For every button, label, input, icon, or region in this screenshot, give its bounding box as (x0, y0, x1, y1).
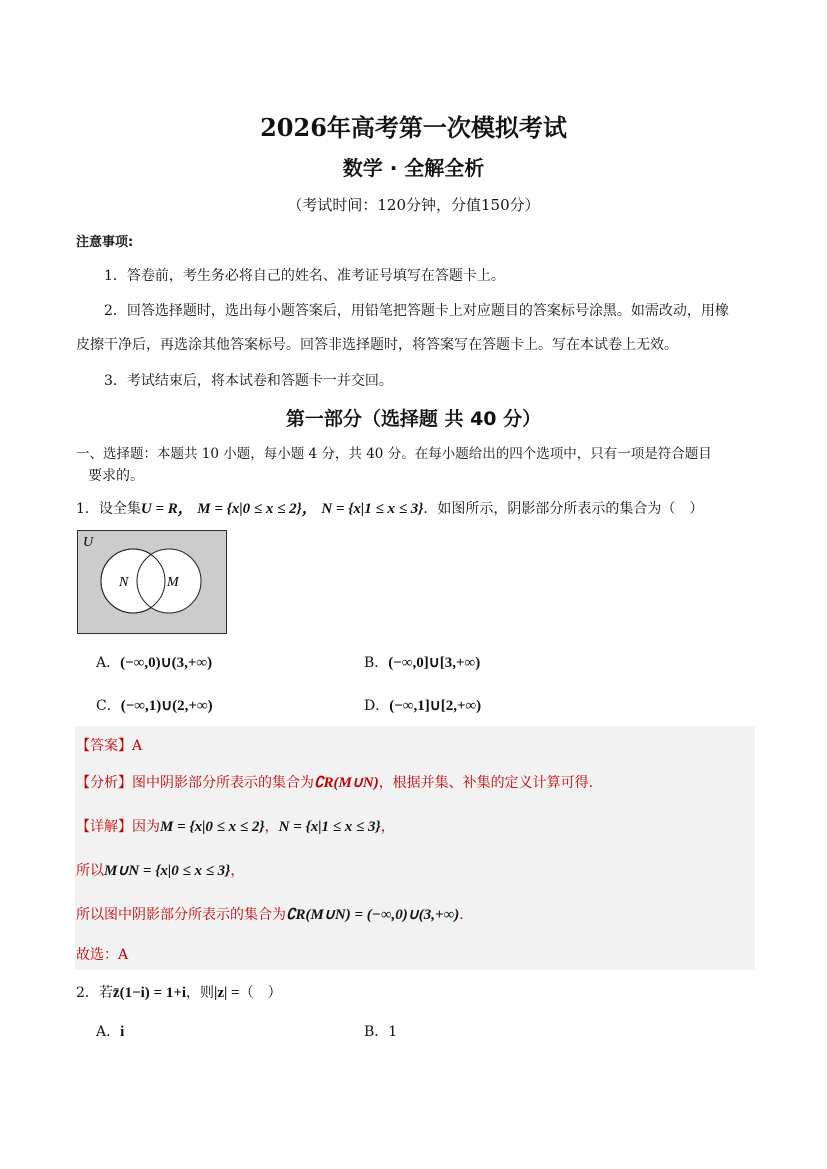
venn-set-n-label: N (119, 575, 129, 590)
solution-detail-line-2 (76, 860, 244, 880)
line3-pre: 所以图中阴影部分所表示的集合为 (76, 907, 286, 923)
notice-item-2-line-2: 皮擦干净后，再选涂其他答案标号。回答非选择题时，将答案写在答题卡上。写在本试卷上无效。 (76, 337, 678, 353)
part-intro-line-2: 要求的。 (88, 468, 144, 484)
q1-m-def: M = {x|0 ≤ x ≤ 2}， (197, 501, 317, 517)
answer-tag: 【答案】 (76, 738, 132, 754)
q2-option-a[interactable] (96, 1021, 124, 1041)
q2-option-b-value: 1 (388, 1024, 398, 1040)
q1-n-def: N = {x|1 ≤ x ≤ 3} (321, 501, 424, 517)
analysis-post: ，根据并集、补集的定义计算可得. (378, 775, 594, 791)
venn-diagram (77, 530, 227, 634)
q2-abs: |z| = (214, 985, 240, 1001)
q1-option-c[interactable] (96, 695, 213, 715)
page-title: 2026年高考第一次模拟考试 (260, 113, 567, 142)
option-c-value: (−∞,1)∪(2,+∞) (120, 698, 213, 714)
line2-pre: 所以 (76, 863, 104, 879)
q2-option-a-value: i (120, 1024, 125, 1040)
venn-set-m-label: M (167, 575, 179, 590)
option-c-label: C． (96, 698, 121, 714)
option-b-value: (−∞,0]∪[3,+∞) (388, 655, 481, 671)
question-2-number: 2．若 (76, 985, 113, 1001)
question-1-number: 1．设全集 (76, 501, 141, 517)
line3-math: ∁R(M∪N) = (−∞,0)∪(3,+∞) (286, 907, 460, 923)
detail-n-set: N = {x|1 ≤ x ≤ 3} (278, 819, 381, 835)
detail-end: ， (380, 819, 395, 835)
question-1-stem (76, 497, 703, 518)
line2-end: ， (230, 863, 245, 879)
q1-stem-tail: ．如图所示，阴影部分所表示的集合为（ ） (423, 501, 704, 517)
line2-math: M∪N = {x|0 ≤ x ≤ 3} (104, 863, 231, 879)
detail-tag: 【详解】 (76, 819, 132, 835)
q1-option-b[interactable] (364, 652, 480, 672)
venn-universe-label: U (83, 535, 94, 550)
q1-option-d[interactable] (364, 695, 481, 715)
option-d-label: D． (364, 698, 390, 714)
q2-tail: （ ） (239, 985, 282, 1001)
q1-u-def: U = R， (140, 501, 193, 517)
detail-m-set: M = {x|0 ≤ x ≤ 2} (160, 819, 265, 835)
part-heading: 第一部分（选择题 共 40 分） (285, 408, 542, 430)
solution-choice: 故选：A (76, 947, 129, 963)
q2-option-a-label: A． (96, 1024, 121, 1040)
notice-item-2-line-1: 2．回答选择题时，选出每小题答案后，用铅笔把答题卡上对应题目的答案标号涂黑。如需改动，用橡 (104, 303, 729, 319)
analysis-tag: 【分析】 (76, 775, 132, 791)
option-b-label: B． (364, 655, 389, 671)
question-2-stem (76, 982, 282, 1002)
solution-analysis (76, 772, 593, 792)
solution-detail-line-1 (76, 816, 395, 836)
notice-item-3: 3．考试结束后，将本试卷和答题卡一并交回。 (104, 373, 393, 389)
part-intro-line-1: 一、选择题：本题共 10 小题，每小题 4 分，共 40 分。在每小题给出的四个选项中，只有一项是符合题目 (76, 446, 712, 462)
option-d-value: (−∞,1]∪[2,+∞) (389, 698, 482, 714)
q2-option-b[interactable] (364, 1021, 397, 1041)
solution-panel (75, 726, 755, 970)
analysis-text: 图中阴影部分所表示的集合为 (132, 775, 314, 791)
q2-equation: z̄(1−i) = 1+i (112, 985, 187, 1001)
option-a-label: A． (96, 655, 121, 671)
option-a-value: (−∞,0)∪(3,+∞) (120, 655, 213, 671)
solution-detail-line-3 (76, 904, 464, 924)
notice-heading: 注意事项: (76, 235, 134, 250)
page-subtitle: 数学 · 全解全析 (342, 156, 485, 180)
notice-item-1: 1．答卷前，考生务必将自己的姓名、准考证号填写在答题卡上。 (104, 268, 505, 284)
detail-sep: ， (264, 819, 279, 835)
q1-option-a[interactable] (96, 652, 212, 672)
analysis-math: ∁R(M∪N) (314, 775, 379, 791)
detail-pre: 因为 (132, 819, 160, 835)
solution-answer (76, 735, 142, 755)
answer-value: A (132, 738, 143, 754)
q2-option-b-label: B． (364, 1024, 389, 1040)
line3-end: . (459, 907, 464, 923)
q2-mid: ，则 (186, 985, 215, 1001)
exam-time: （考试时间：120分钟，分值150分） (287, 196, 540, 214)
